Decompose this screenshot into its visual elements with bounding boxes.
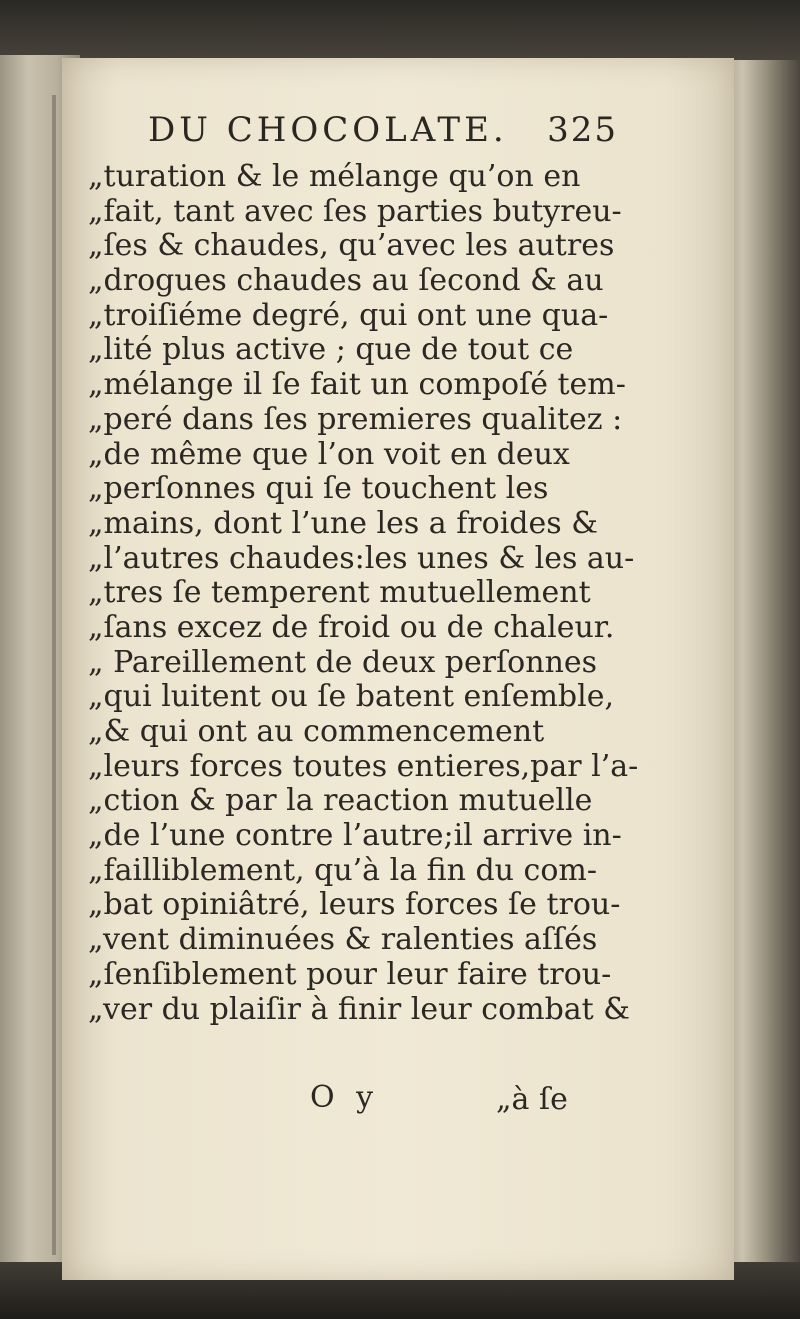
text-line: „peré dans ſes premieres qualitez : xyxy=(88,402,623,437)
body-text xyxy=(88,160,688,1027)
page-number: 325 xyxy=(547,110,618,150)
scan-top-border xyxy=(0,0,800,62)
text-line: „troiſiéme degré, qui ont une qua- xyxy=(88,298,609,333)
text-line: „vent diminuées & ralenties aſſés xyxy=(88,923,598,958)
text-line: „failliblement, qu’à la fin du com- xyxy=(88,853,597,888)
running-head: DU CHOCOLATE. xyxy=(148,110,508,150)
text-line: „drogues chaudes au ſecond & au xyxy=(88,264,604,299)
signature-mark: O y xyxy=(310,1080,380,1115)
text-line: „ſes & chaudes, qu’avec les autres xyxy=(88,229,615,264)
text-line: „ſans excez de froid ou de chaleur. xyxy=(88,610,615,645)
text-line: „leurs forces toutes entieres,par l’a- xyxy=(88,749,639,784)
text-line: „qui luitent ou ſe batent enſemble, xyxy=(88,680,615,715)
text-line: „lité plus active ; que de tout ce xyxy=(88,333,574,368)
text-line: „turation & le mélange qu’on en xyxy=(88,160,581,194)
text-line: „de l’une contre l’autre;il arrive in- xyxy=(88,819,622,854)
text-line: „fait, tant avec ſes parties butyreu- xyxy=(88,194,622,229)
page-footer xyxy=(310,1080,610,1120)
text-line: „l’autres chaudes:les unes & les au- xyxy=(88,541,635,576)
text-line: „bat opiniâtré, leurs forces ſe trou- xyxy=(88,888,621,923)
text-line: „mains, dont l’une les a froides & xyxy=(88,506,598,541)
text-line: „ Pareillement de deux perſonnes xyxy=(88,645,598,680)
text-line: „de même que l’on voit en deux xyxy=(88,437,570,472)
catchword: „à ſe xyxy=(496,1082,568,1117)
text-line: „tres ſe temperent mutuellement xyxy=(88,576,591,611)
text-line: „mélange il ſe fait un compoſé tem- xyxy=(88,368,626,403)
page-header xyxy=(148,110,618,162)
text-line: „perſonnes qui ſe touchent les xyxy=(88,472,549,507)
text-line: „ction & par la reaction mutuelle xyxy=(88,784,593,819)
text-line: „ver du plaiſir à finir leur combat & xyxy=(88,992,630,1027)
text-line: „& qui ont au commencement xyxy=(88,715,545,749)
text-line: „ſenſiblement pour leur faire trou- xyxy=(88,957,612,992)
